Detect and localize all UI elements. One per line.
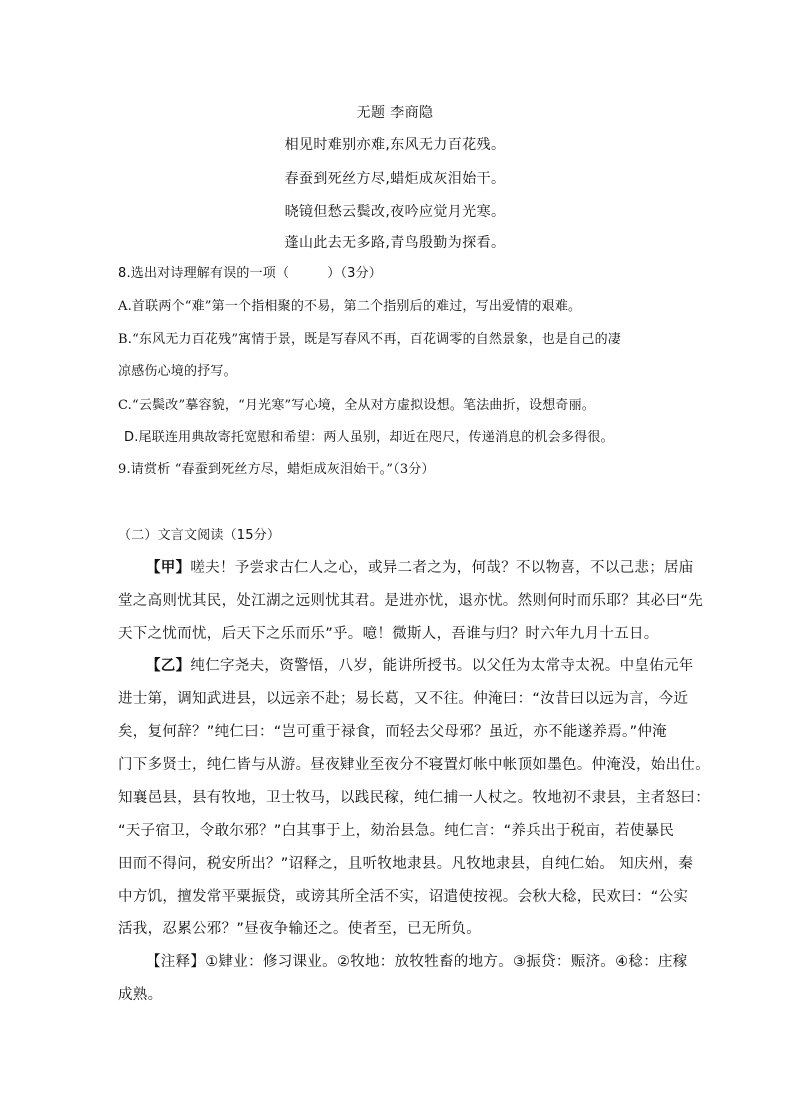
passage-yi-line-1	[146, 654, 706, 678]
notes-line-1	[146, 950, 706, 974]
poem-line-4: 蓬山此去无多路,青鸟殷勤为探看。	[284, 235, 506, 251]
notes-line-2: 成熟。	[118, 987, 163, 1003]
poem-title: 无题 李商隐	[356, 105, 434, 121]
question-8-option-b-line-2: 凉感伤心境的抒写。	[118, 364, 237, 379]
passage-jia-line-2: 堂之高则忧其民，处江湖之远则忧其君。是进亦忧，退亦忧。然则何时而乐耶？其必曰“先	[118, 593, 704, 609]
question-8-option-b-line-1: B.“东风无力百花残”寓情于景，既是写春风不再，百花调零的自然景象，也是自己的凄	[118, 332, 621, 347]
passage-yi-line-3: 矣，复何辞？”纯仁曰：“岂可重于禄食，而轻去父母邪？虽近，亦不能遂养焉。”仲淹	[118, 724, 667, 740]
question-8-option-c: C.“云鬓改”摹容貌，“月光寒”写心境，全从对方虚拟设想。笔法曲折，设想奇丽。	[118, 398, 596, 413]
question-8-stem-suffix: ）（3分）	[327, 266, 382, 281]
question-8-stem	[118, 264, 678, 284]
question-9-stem: 9.请赏析 “春蚕到死丝方尽，蜡炬成灰泪始干。”（3分）	[118, 462, 435, 477]
passage-yi-line-4: 门下多贤士，纯仁皆与从游。昼夜肄业至夜分不寝置灯帐中帐顶如墨色。仲淹没，始出仕。	[118, 757, 710, 773]
passage-jia-line-1	[146, 556, 706, 580]
passage-yi-line-6: “天子宿卫，令敢尔邪？”白其事于上，劾治县急。纯仁言：“养兵出于税亩，若使暴民	[118, 823, 675, 839]
passage-jia-line-1-text: 嗟夫！予尝求古仁人之心，或异二者之为，何哉？不以物喜，不以己悲；居庙	[190, 560, 694, 576]
question-8-stem-prefix: 8.选出对诗理解有误的一项（	[118, 266, 290, 281]
passage-yi-line-1-text: 纯仁字尧夫，资警悟，八岁，能讲所授书。以父任为太常寺太祝。中皇佑元年	[190, 658, 694, 674]
section-2-heading: （二）文言文阅读（15分）	[118, 528, 281, 543]
passage-jia-line-3: 天下之忧而忧，后天下之乐而乐”乎。噫！微斯人，吾谁与归？时六年九月十五日。	[118, 626, 659, 642]
passage-yi-line-5: 知襄邑县，县有牧地，卫士牧马，以践民稼，纯仁捕一人杖之。牧地初不隶县，主者怒曰：	[118, 790, 710, 806]
passage-yi-line-7: 田而不得问，税安所出？”诏释之，且听牧地隶县。凡牧地隶县，自纯仁始。 知庆州，秦	[118, 856, 694, 872]
notes-tag: 【注释】	[146, 954, 206, 970]
question-8-option-a: A.首联两个“难”第一个指相聚的不易，第二个指别后的难过，写出爱情的艰难。	[118, 299, 582, 314]
question-8-option-d: D.尾联连用典故寄托宽慰和希望：两人虽别，却近在咫尺，传递消息的机会多得很。	[124, 430, 614, 445]
passage-yi-line-8: 中方饥，擅发常平粟振贷，或谤其所全活不实，诏遣使按视。会秋大稔，民欢曰：“公实	[118, 889, 689, 905]
poem-line-1: 相见时难别亦难,东风无力百花残。	[284, 137, 506, 153]
passage-jia-tag: 【甲】	[146, 560, 191, 576]
notes-line-1-text: ①肄业：修习课业。②牧地：放牧牲畜的地方。③振贷：赈济。④稔：庄稼	[205, 954, 688, 970]
poem-line-3: 晓镜但愁云鬓改,夜吟应觉月光寒。	[284, 204, 506, 220]
passage-yi-line-9: 活我，忍累公邪？”昼夜争输还之。使者至，已无所负。	[118, 921, 482, 937]
poem-line-2: 春蚕到死丝方尽,蜡炬成灰泪始干。	[284, 171, 506, 187]
passage-yi-line-2: 进士第，调知武进县，以远亲不赴；易长葛，又不往。仲淹曰：“汝昔曰以远为言，今近	[118, 691, 689, 707]
passage-yi-tag: 【乙】	[146, 658, 191, 674]
